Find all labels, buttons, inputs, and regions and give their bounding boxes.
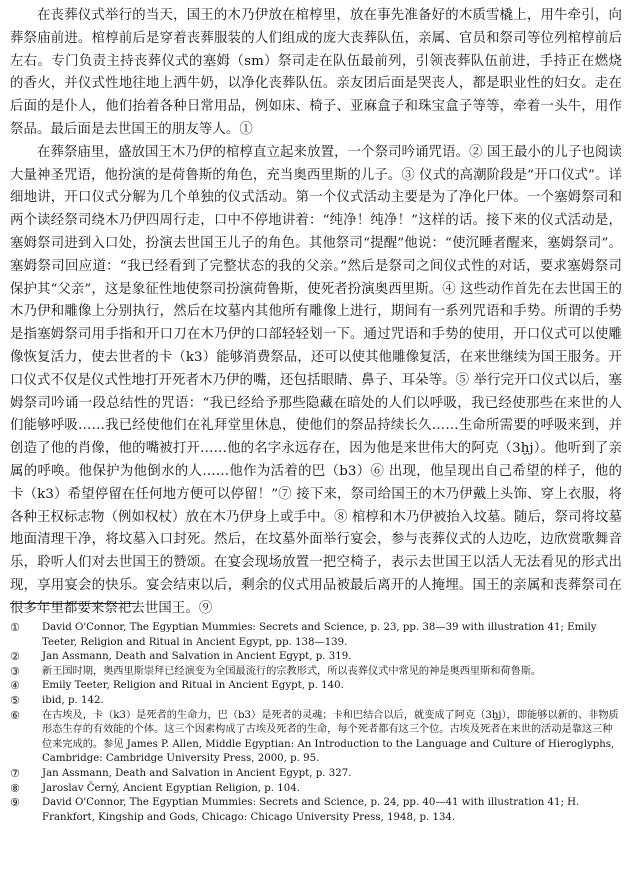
footnote-2 — [10, 650, 622, 665]
footnote-number: ⑨ — [10, 796, 20, 810]
footnote-number: ② — [10, 650, 20, 664]
footnote-4 — [10, 679, 622, 694]
footnote-number: ① — [10, 621, 20, 634]
footnote-text: 新王国时期，奥西里斯崇拜已经演变为全国最流行的宗教形式，所以丧葬仪式中常见的神是奥西里斯和荷鲁斯。 — [42, 665, 542, 677]
footnote-separator — [10, 603, 136, 604]
paragraph-opening-of-mouth: 在葬祭庙里，盛放国王木乃伊的棺椁直立起来放置，一个祭司吟诵咒语。② 国王最小的儿子也阅读大量神圣咒语，他扮演的是荷鲁斯的角色，充当奥西里斯的儿子。③ 仪式的高潮阶段是“开口仪式”。详细地讲，开口仪式分解为几个单独的仪式活动。第一个仪式活动主要是为了净化尸体。一个塞姆祭司和两个读经祭司绕木乃伊四周行走，口中不停地讲着：“纯净！纯净！”这样的话。接下来的仪式活动是，塞姆祭司进到入口处，扮演去世国王儿子的角色。其他祭司“提醒”他说：“使沉睡者醒来，塞姆祭司”。塞姆祭司回应道：“我已经看到了完整状态的我的父亲。”然后是祭司之间仪式性的对话，要求塞姆祭司保护其“父亲”，这是象征性地使祭司扮演荷鲁斯，使死者扮演奥西里斯。④ 这些动作首先在去世国王的木乃伊和雕像上分别执行，然后在坟墓内其他所有雕像上进行，期间有一系列咒语和手势。所谓的手势是指塞姆祭司用手指和开口刀在木乃伊的口部轻轻划一下。通过咒语和手势的使用，开口仪式可以使雕像恢复活力，使去世者的卡（k3）能够消费祭品，还可以使其他雕像复活，在来世继续为国王服务。开口仪式不仅是仪式性地打开死者木乃伊的嘴，还包括眼睛、鼻子、耳朵等。⑤ 举行完开口仪式以后，塞姆祭司吟诵一段总结性的咒语：“我已经给予那些隐藏在暗处的人们以呼吸，我已经使那些在来世的人们能够呼吸……我已经使他们在礼拜堂里休息，使他们的祭品持续长久……生命所需要的呼吸来到，并创造了他的肖像，他的嘴被打开……他的名字永远存在，因为他是来世伟大的阿克（3ḫj）。他听到了亲属的呼唤。他保护为他倒水的人……他作为活着的巴（b3）⑥ 出现，他呈现出自己希望的样子，他的卡（k3）希望停留在任何地方便可以停留！”⑦ 接下来，祭司给国王的木乃伊戴上头饰、穿上衣服，将各种王权标志物（例如权杖）放在木乃伊身上或手中。⑧ 棺椁和木乃伊被抬入坟墓。随后，祭司将坟墓地面清理干净，将坟墓入口封死。然后，在坟墓外面举行宴会，参与丧葬仪式的人边吃，边欣赏歌舞音乐，聆听人们对去世国王的赞颂。在宴会现场放置一把空椅子，表示去世国王以活人无法看见的形式出现，享用宴会的快乐。宴会结束以后，剩余的仪式用品被最后离开的人掩埋。国王的亲属和丧葬祭司在很多年里都要来祭祀去世国王。⑨ — [10, 144, 622, 616]
footnote-number: ⑥ — [10, 708, 20, 722]
footnote-text: David O'Connor, The Egyptian Mummies: Secrets and Science, p. 24, pp. 40—41 with illustration 41; H. Frankfort, Kingship and Gods, Chicago: Chicago University Press, 1948, p. 134. — [42, 797, 580, 823]
footnote-number: ⑧ — [10, 781, 20, 795]
footnote-text: David O'Connor, The Egyptian Mummies: Secrets and Science, p. 23, pp. 38—39 with illustration 41; Emily Teeter, Religion and Ritual in Ancient Egypt, pp. 138—139. — [42, 622, 597, 648]
footnote-text: Jaroslav Černý, Ancient Egyptian Religion, p. 104. — [42, 782, 300, 794]
footnote-7 — [10, 767, 622, 782]
footnote-8 — [10, 782, 622, 797]
footnote-3 — [10, 665, 622, 680]
footnote-number: ⑤ — [10, 693, 20, 707]
main-text — [10, 5, 622, 621]
paragraph-funeral-procession: 在丧葬仪式举行的当天，国王的木乃伊放在棺椁里，放在事先准备好的木质雪橇上，用牛牵引，向葬祭庙前进。棺椁前后是穿着丧葬服装的人们组成的庞大丧葬队伍，亲属、官员和祭司等位列棺椁前后左右。专门负责主持丧葬仪式的塞姆（sm）祭司走在队伍最前列，引领丧葬队伍前进，手持正在燃烧的香火，并仪式性地往地上洒牛奶，以净化丧葬队伍。亲友团后面是哭丧人，都是职业性的妇女。走在后面的是仆人，他们抬着各种日常用品，例如床、椅子、亚麻盒子和珠宝盒子等等，牵着一头牛，用作祭品。最后面是去世国王的朋友等人。① — [10, 8, 622, 137]
footnote-number: ⑦ — [10, 766, 20, 780]
footnote-text: ibid, p. 142. — [42, 694, 104, 706]
footnote-9 — [10, 796, 622, 825]
footnote-6 — [10, 709, 622, 767]
footnote-text: Jan Assmann, Death and Salvation in Ancient Egypt, p. 327. — [42, 767, 352, 779]
footnote-text: Jan Assmann, Death and Salvation in Ancient Egypt, p. 319. — [42, 651, 352, 663]
footnote-number: ④ — [10, 679, 20, 693]
footnote-5 — [10, 694, 622, 709]
footnote-text: Emily Teeter, Religion and Ritual in Ancient Egypt, p. 140. — [42, 680, 344, 692]
footnote-1 — [10, 621, 622, 650]
footnote-number: ③ — [10, 664, 20, 678]
footnote-text: 在古埃及，卡（k3）是死者的生命力，巴（b3）是死者的灵魂；卡和巴结合以后，就变成了阿克（3ḫj），即能够以新的、非物质形态生存的有效能的个体。这三个因素构成了古埃及死者的生命，每个死者都有这三个位。古埃及死者在来世的活动是靠这三种位来完成的。参见 James P. Allen, Middle Egyptian: An Introduction to the Language and Culture of Hieroglyphs, Cambridge: Cambridge University Press, 2000, p. 95. — [42, 709, 619, 765]
footnotes — [10, 621, 622, 825]
